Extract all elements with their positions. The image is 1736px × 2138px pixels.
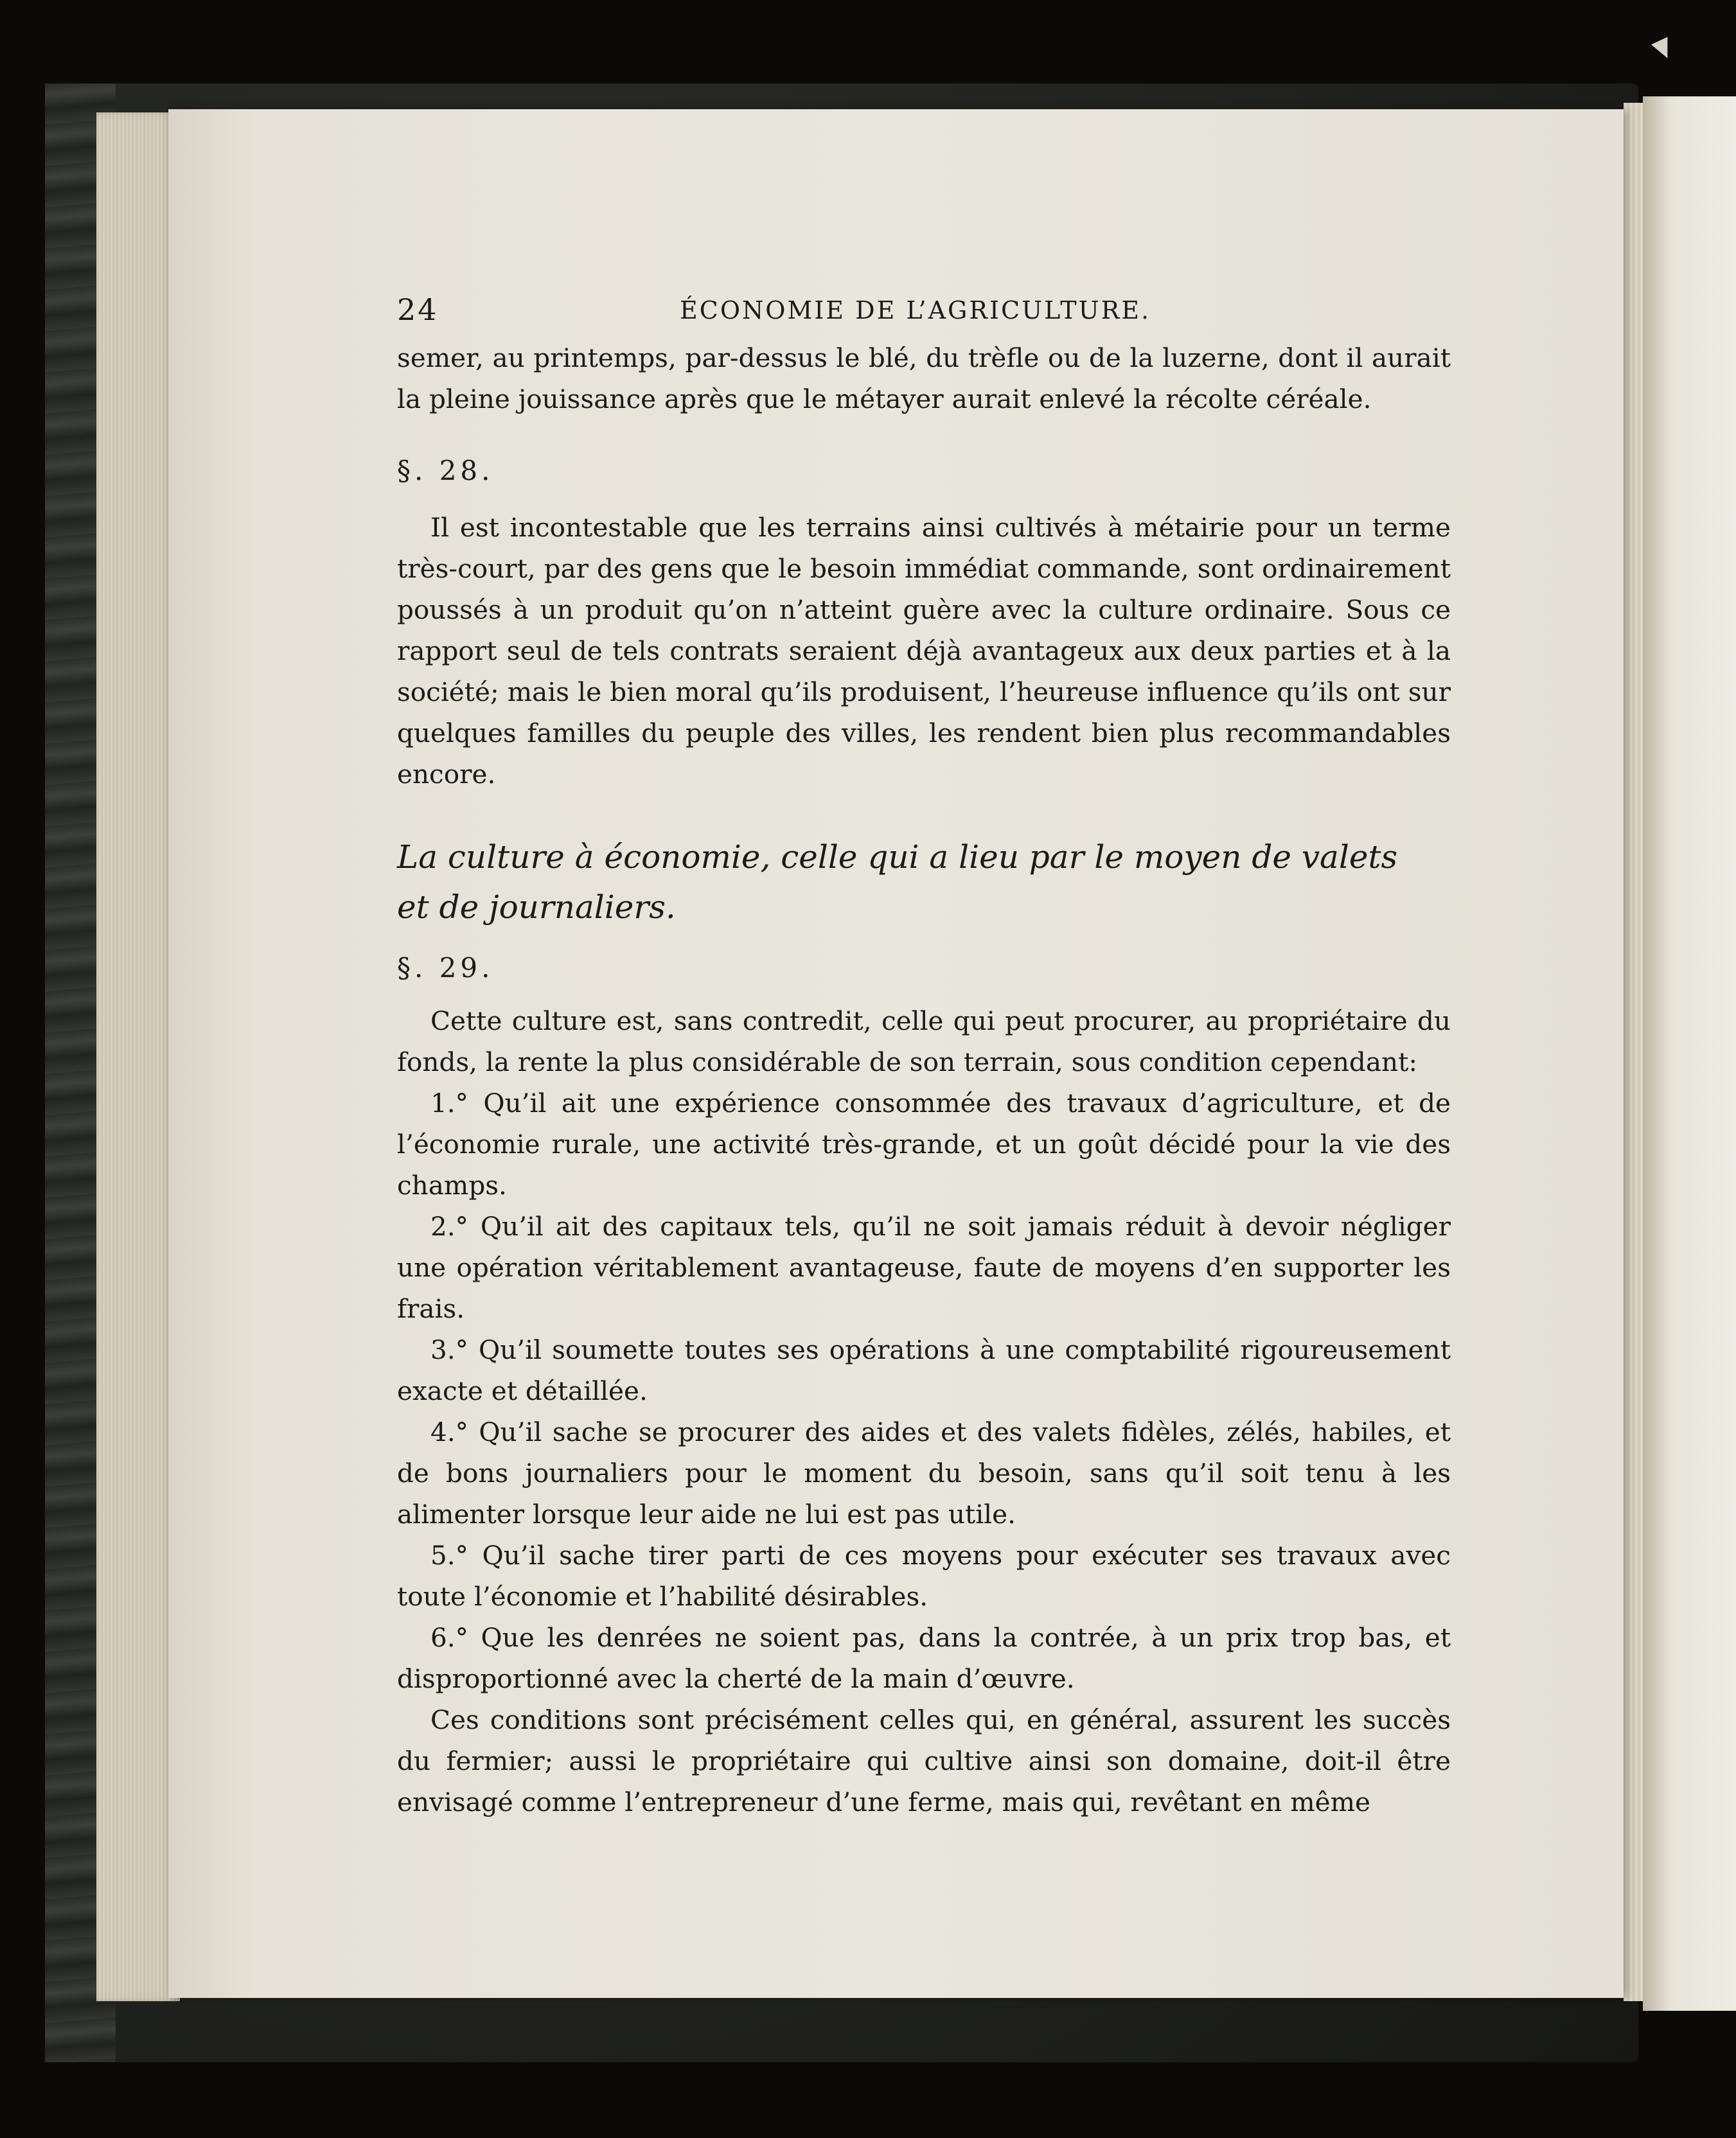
- facing-page: [1643, 96, 1736, 2011]
- running-title: ÉCONOMIE DE L’AGRICULTURE.: [680, 296, 1151, 324]
- condition-item: 3.° Qu’il soumette toutes ses opérations à une comptabilité rigoureusement exacte et détaillée.: [397, 1334, 1451, 1406]
- heading-line-2: et de journaliers.: [397, 888, 676, 926]
- condition-item: 4.° Qu’il sache se procurer des aides et des valets fidèles, zélés, habiles, et de bons journaliers pour le moment du besoin, sans qu’il soit tenu à les alimenter lorsque leur aide ne lui est pas utile.: [397, 1417, 1451, 1530]
- page-number: 24: [397, 292, 439, 327]
- body-text: [397, 337, 1451, 1823]
- heading-line-1: La culture à économie, celle qui a lieu par le moyen de valets: [397, 838, 1398, 876]
- right-page-stack: [1624, 103, 1643, 2001]
- section-mark-29: §. 29.: [397, 952, 494, 984]
- paragraph-28: Il est incontestable que les terrains ainsi cultivés à métairie pour un terme très-court, par des gens que le besoin immédiat commande, sont ordinairement poussés à un produit qu’on n’atteint guère avec la culture ordinaire. Sous ce rapport seul de tels contrats seraient déjà avantageux aux deux parties et à la société; mais le bien moral qu’ils produisent, l’heureuse influence qu’ils ont sur quelques familles du peuple des villes, les rendent bien plus recommandables encore.: [397, 512, 1451, 790]
- corner-marker: [1651, 37, 1676, 62]
- condition-item: 2.° Qu’il ait des capitaux tels, qu’il ne soit jamais réduit à devoir négliger une opération véritablement avantageuse, faute de moyens d’en supporter les frais.: [397, 1211, 1451, 1324]
- paragraph-29-closing: Ces conditions sont précisément celles qui, en général, assurent les succès du fermier; aussi le propriétaire qui cultive ainsi son domaine, doit-il être envisagé comme l’entrepreneur d’une ferme, mais qui, revêtant en même: [397, 1704, 1451, 1817]
- section-heading: [397, 832, 1451, 932]
- running-head: [397, 292, 1451, 337]
- paragraph-continued: semer, au printemps, par-dessus le blé, du trèfle ou de la luzerne, dont il aurait la pleine jouissance après que le métayer aurait enlevé la récolte céréale.: [397, 342, 1451, 414]
- condition-item: 5.° Qu’il sache tirer parti de ces moyens pour exécuter ses travaux avec toute l’économie et l’habilité désirables.: [397, 1540, 1451, 1612]
- condition-item: 1.° Qu’il ait une expérience consommée des travaux d’agriculture, et de l’économie rurale, une activité très-grande, et un goût décidé pour la vie des champs.: [397, 1088, 1451, 1201]
- section-mark-28: §. 28.: [397, 455, 494, 486]
- condition-item: 6.° Que les denrées ne soient pas, dans la contrée, à un prix trop bas, et disproportionné avec la cherté de la main d’œuvre.: [397, 1622, 1451, 1694]
- page-stack-edges: [96, 112, 180, 2001]
- paragraph-29-intro: Cette culture est, sans contredit, celle qui peut procurer, au propriétaire du fonds, la rente la plus considérable de son terrain, sous condition cependant:: [397, 1005, 1451, 1077]
- page-content: [397, 292, 1451, 1823]
